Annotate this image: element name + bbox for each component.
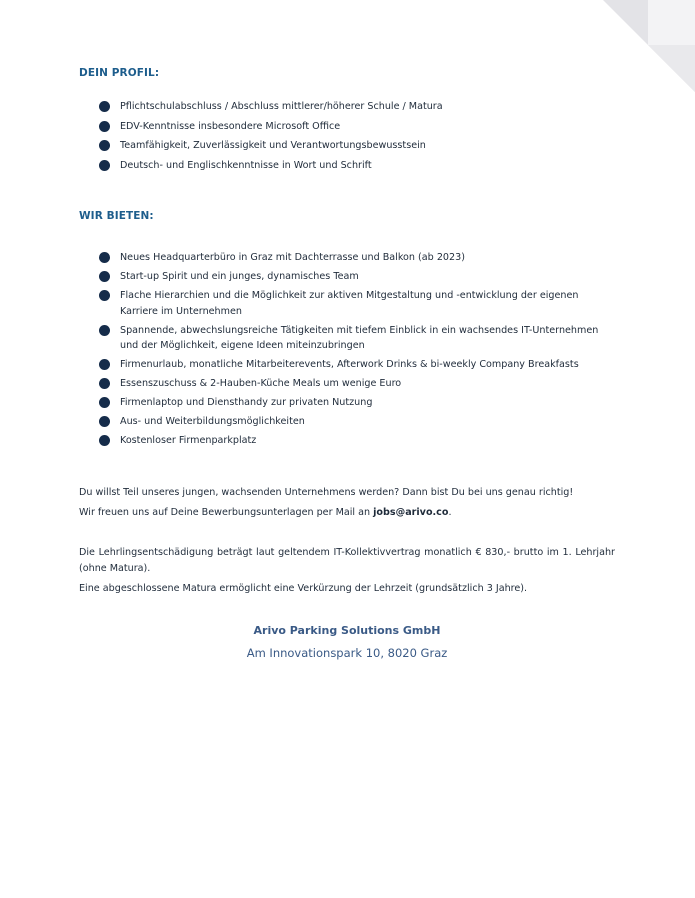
list-item-text: Spannende, abwechslungsreiche Tätigkeiten mit tiefem Einblick in ein wachsendes IT-Unternehmen und der Möglichkeit, eigene Ideen miteinzubringen [120,324,599,351]
list-item-text: Teamfähigkeit, Zuverlässigkeit und Verantwortungsbewusstsein [120,140,426,151]
offer-heading: WIR BIETEN: [79,210,154,222]
bullet-icon [99,359,110,370]
list-item [99,433,615,449]
salary-text: Die Lehrlingsentschädigung beträgt laut geltendem IT-Kollektivvertrag monatlich € 830,- brutto im 1. Lehrjahr (ohne Matura). [79,547,615,574]
list-item-text: Firmenlaptop und Diensthandy zur privaten Nutzung [120,397,373,408]
list-item [99,414,615,430]
bullet-icon [99,378,110,389]
list-item-text: EDV-Kenntnisse insbesondere Microsoft Office [120,120,341,132]
list-item-text: Start-up Spirit und ein junges, dynamisches Team [120,271,359,282]
bullet-icon [99,121,110,132]
list-item [99,395,615,411]
invitation-text: Du willst Teil unseres jungen, wachsenden Unternehmens werden? Dann bist Du bei uns genau richtig! [79,487,574,498]
list-item [99,250,615,266]
list-item-text: Kostenloser Firmenparkplatz [120,435,257,446]
bullet-icon [99,271,110,282]
list-item [99,158,615,174]
list-item [99,119,615,135]
list-item [99,138,615,154]
offer-list [99,250,615,449]
application-text [79,505,615,521]
list-item-text: Pflichtschulabschluss / Abschluss mittlerer/höherer Schule / Matura [120,101,443,112]
bullet-icon [99,325,110,336]
bullet-icon [99,101,110,112]
matura-text: Eine abgeschlossene Matura ermöglicht eine Verkürzung der Lehrzeit (grundsätzlich 3 Jahre). [79,583,528,594]
list-item-text: Deutsch- und Englischkenntnisse in Wort und Schrift [120,159,372,171]
bullet-icon [99,160,110,171]
list-item [99,376,615,392]
profile-list [99,99,615,173]
bullet-icon [99,252,110,263]
list-item-text: Aus- und Weiterbildungsmöglichkeiten [120,416,305,427]
list-item-text: Essenszuschuss & 2-Hauben-Küche Meals um wenige Euro [120,378,402,389]
list-item [99,269,615,285]
bullet-icon [99,290,110,301]
list-item-text: Firmenurlaub, monatliche Mitarbeiterevents, Afterwork Drinks & bi-weekly Company Breakfasts [120,359,579,370]
application-suffix: . [448,507,452,518]
list-item [99,288,615,319]
list-item [99,323,615,354]
bullet-icon [99,435,110,446]
profile-heading: DEIN PROFIL: [79,67,160,79]
page-corner-decoration [603,0,695,92]
bullet-icon [99,416,110,427]
list-item [99,99,615,115]
application-prefix: Wir freuen uns auf Deine Bewerbungsunterlagen per Mail an [79,507,374,518]
company-address: Am Innovationspark 10, 8020 Graz [246,646,448,660]
list-item-text: Flache Hierarchien und die Möglichkeit zur aktiven Mitgestaltung und -entwicklung der eigenen Karriere im Unternehmen [120,290,579,317]
company-name: Arivo Parking Solutions GmbH [253,624,441,637]
list-item-text: Neues Headquarterbüro in Graz mit Dachterrasse und Balkon (ab 2023) [120,252,465,263]
list-item [99,357,615,373]
email-link[interactable]: jobs@arivo.co [373,507,449,518]
bullet-icon [99,140,110,151]
bullet-icon [99,397,110,408]
